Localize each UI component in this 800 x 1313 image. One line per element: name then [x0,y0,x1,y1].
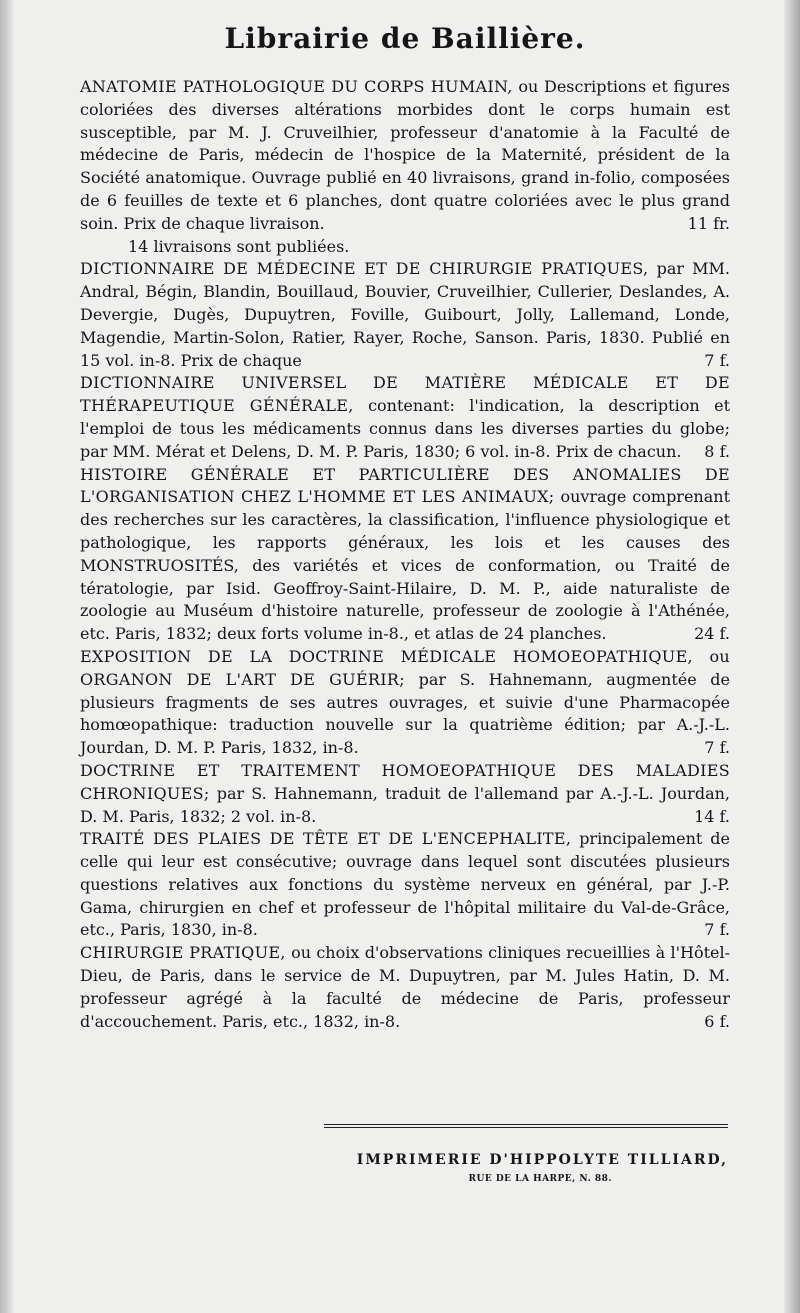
entry-title: HISTOIRE GÉNÉRALE ET PARTICULIÈRE DES ANOMALIES DE L'ORGANISATION CHEZ L'HOMME ET LES ANIMAUX; [80,464,730,507]
page-edge-shadow-right [784,0,800,1313]
printer-address: RUE DE LA HARPE, N. 88. [468,1174,612,1184]
entry-price: 7 f. [704,738,730,758]
entry-price: 8 f. [704,441,730,461]
entry-title: EXPOSITION DE LA DOCTRINE MÉDICALE HOMOEOPATHIQUE, ou ORGANON DE L'ART DE GUÉRIR; [80,646,730,689]
entry-description: par MM. Andral, Bégin, Blandin, Bouillaud, Bouvier, Cruveilhier, Cullerier, Deslandes, A. Devergie, Dugès, Dupuytren, Foville, Guibourt, Jolly, Lallemand, Londe, Magendie, Martin-Solon, Ratier, Rayer, Roche, Sanson. Paris, 1830. Publié en 15 vol. in-8. Prix de chaque [80,259,730,370]
catalogue-entries [80,76,730,1033]
entry-title: ANATOMIE PATHOLOGIQUE DU CORPS HUMAIN, [80,77,513,96]
entry-description: par S. Hahnemann, traduit de l'allemand par A.-J.-L. Jourdan, D. M. Paris, 1832; 2 vol. in-8. [80,783,731,826]
entry-price: 24 f. [694,624,730,644]
entry-description: ou choix d'observations cliniques recueillies à l'Hôtel-Dieu, de Paris, dans le service de M. Dupuytren, par M. Jules Hatin, D. M. professeur agrégé à la faculté de médecine de Paris, professeur d'accouchement. Paris, etc., 1832, in-8. [80,943,730,1031]
entry-description: ou Descriptions et figures coloriées des diverses altérations morbides dont le corps humain est susceptible, par M. J. Cruveilhier, professeur d'anatomie à la Faculté de médecine de Paris, médecin de l'hospice de la Maternité, président de la Société anatomique. Ouvrage publié en 40 livraisons, grand in-folio, composées de 6 feuilles de texte et 6 planches, dont quatre coloriées avec le plus grand soin. Prix de chaque livraison. [80,77,731,233]
page-edge-shadow-left [0,0,14,1313]
entry-price: 14 f. [694,806,730,826]
entry-description: par S. Hahnemann, augmentée de plusieurs fragments de ses autres ouvrages, et suivie d'une Pharmacopée homœopathique: traduction nouvelle sur la quatrième édition; par A.-J.-L. Jourdan, D. M. P. Paris, 1832, in-8. [80,669,731,758]
catalogue-entry [80,942,730,1033]
catalogue-entry [80,258,730,372]
catalogue-entry [80,828,730,942]
catalogue-entry [80,760,730,828]
entry-price: 11 fr. [687,213,730,233]
printer-imprint [0,1152,730,1184]
entry-price: 7 f. [704,920,730,940]
entry-title: DICTIONNAIRE UNIVERSEL DE MATIÈRE MÉDICALE ET DE THÉRAPEUTIQUE GÉNÉRALE, [80,373,730,416]
entry-title: TRAITÉ DES PLAIES DE TÊTE ET DE L'ENCEPHALITE, [80,829,572,849]
entry-price: 7 f. [704,350,730,370]
catalogue-entry [80,372,730,463]
entry-price: 6 f. [704,1011,730,1031]
page-header: Librairie de Baillière. [224,22,586,55]
entry-description: ouvrage comprenant des recherches sur les caractères, la classification, l'influence physiologique et pathologique, les rapports généraux, les lois et les causes des MONSTRUOSITÉS, des variétés et vices de conformation, ou Traité de tératologie, par Isid. Geoffroy-Saint-Hilaire, D. M. P., aide naturaliste de zoologie au Muséum d'histoire naturelle, professeur de zoologie à l'Athénée, etc. Paris, 1832; deux forts volume in-8., et atlas de 24 planches. [80,487,731,644]
catalogue-entry [80,646,730,760]
catalogue-entry [80,464,730,646]
catalogue-entry [80,76,730,236]
entry-description: contenant: l'indication, la description et l'emploi de tous les médicaments connus dans les diverses parties du globe; par MM. Mérat et Delens, D. M. P. Paris, 1830; 6 vol. in-8. Prix de chacun. [80,396,730,461]
entry-title: DICTIONNAIRE DE MÉDECINE ET DE CHIRURGIE PRATIQUES, [80,259,649,279]
entry-note: 14 livraisons sont publiées. [128,236,350,256]
double-rule-divider [324,1124,728,1128]
entry-title: CHIRURGIE PRATIQUE, [80,943,286,963]
printer-name: IMPRIMERIE D'HIPPOLYTE TILLIARD, [356,1152,728,1168]
entry-title: DOCTRINE ET TRAITEMENT HOMOEOPATHIQUE DES MALADIES CHRONIQUES; [80,760,730,803]
entry-description: principalement de celle qui leur est consécutive; ouvrage dans lequel sont discutées plusieurs questions relatives aux fonctions du système nerveux en général, par J.-P. Gama, chirurgien en chef et professeur de l'hôpital militaire du Val-de-Grâce, etc., Paris, 1830, in-8. [80,829,730,940]
